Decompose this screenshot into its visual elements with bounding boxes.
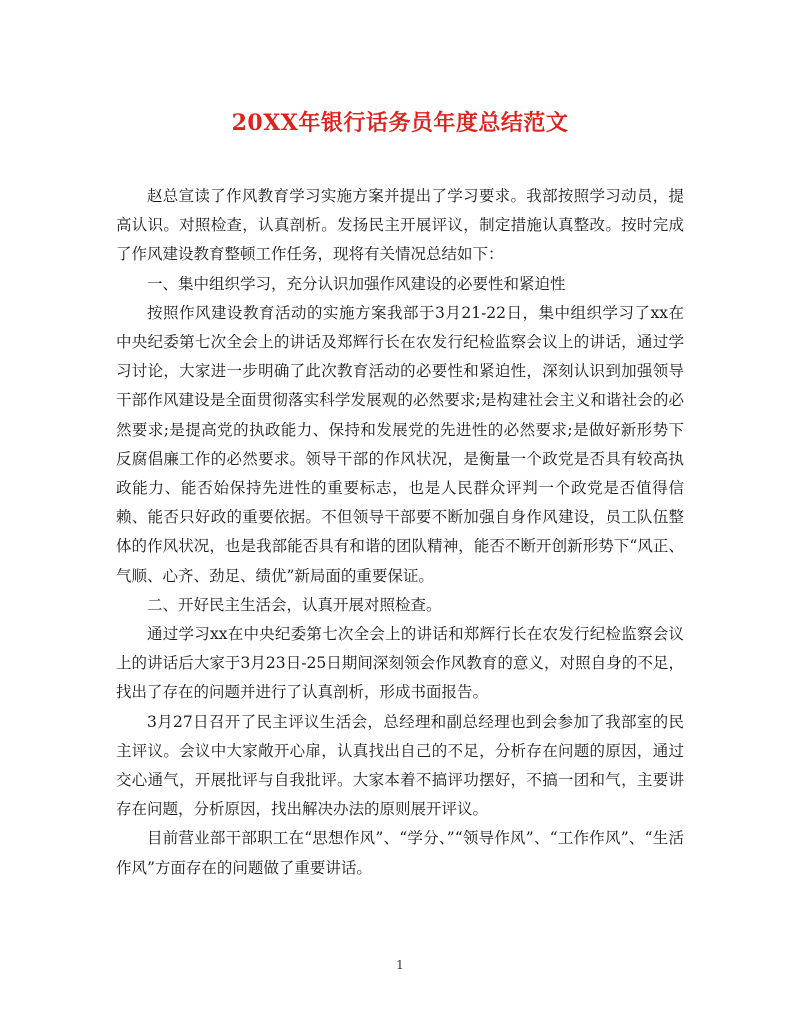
section-2-paragraph-2: 3月27日召开了民主评议生活会，总经理和副总经理也到会参加了我部室的民主评议。会议中大家敞开心扉，认真找出自己的不足，分析存在问题的原因，通过交心通气，开展批评与自我批评。大家本着不搞评功摆好，不搞一团和气，主要讲存在问题，分析原因，找出解决办法的原则展开评议。	[116, 712, 684, 819]
section-2-paragraph-1: 通过学习xx在中央纪委第七次全会上的讲话和郑辉行长在农发行纪检监察会议上的讲话后大家于3月23日-25日期间深刻领会作风教育的意义，对照自身的不足，找出了存在的问题并进行了认真剖析，形成书面报告。	[116, 625, 684, 702]
page-number: 1	[396, 958, 404, 972]
section-heading-2: 二、开好民主生活会，认真开展对照检查。	[147, 595, 442, 614]
section-1-paragraph: 按照作风建设教育活动的实施方案我部于3月21-22日，集中组织学习了xx在中央纪委第七次全会上的讲话及郑辉行长在农发行纪检监察会议上的讲话，通过学习讨论，大家进一步明确了此次教育活动的必要性和紧迫性，深刻认识到加强领导干部作风建设是全面贯彻落实科学发展观的必然要求;是构建社会主义和谐社会的必然要求;是提高党的执政能力、保持和发展党的先进性的必然要求;是做好新形势下反腐倡廉工作的必然要求。领导干部的作风状况，是衡量一个政党是否具有较高执政能力、能否始保持先进性的重要标志，也是人民群众评判一个政党是否值得信赖、能否只好政的重要依据。不但领导干部要不断加强自身作风建设，员工队伍整体的作风状况，也是我部能否具有和谐的团队精神，能否不断开创新形势下“风正、气顺、心齐、劲足、绩优”新局面的重要保证。	[116, 303, 684, 585]
section-2-paragraph-3: 目前营业部干部职工在“思想作风”、“学分、”“领导作风”、“工作作风”、“生活作风”方面存在的问题做了重要讲话。	[116, 829, 684, 877]
intro-paragraph: 赵总宣读了作风教育学习实施方案并提出了学习要求。我部按照学习动员，提高认识。对照检查，认真剖析。发扬民主开展评议，制定措施认真整改。按时完成了作风建设教育整顿工作任务，现将有关情况总结如下：	[116, 187, 684, 264]
section-heading-1: 一、集中组织学习，充分认识加强作风建设的必要性和紧迫性	[147, 274, 566, 293]
document-title: 20XX年银行话务员年度总结范文	[231, 110, 569, 136]
